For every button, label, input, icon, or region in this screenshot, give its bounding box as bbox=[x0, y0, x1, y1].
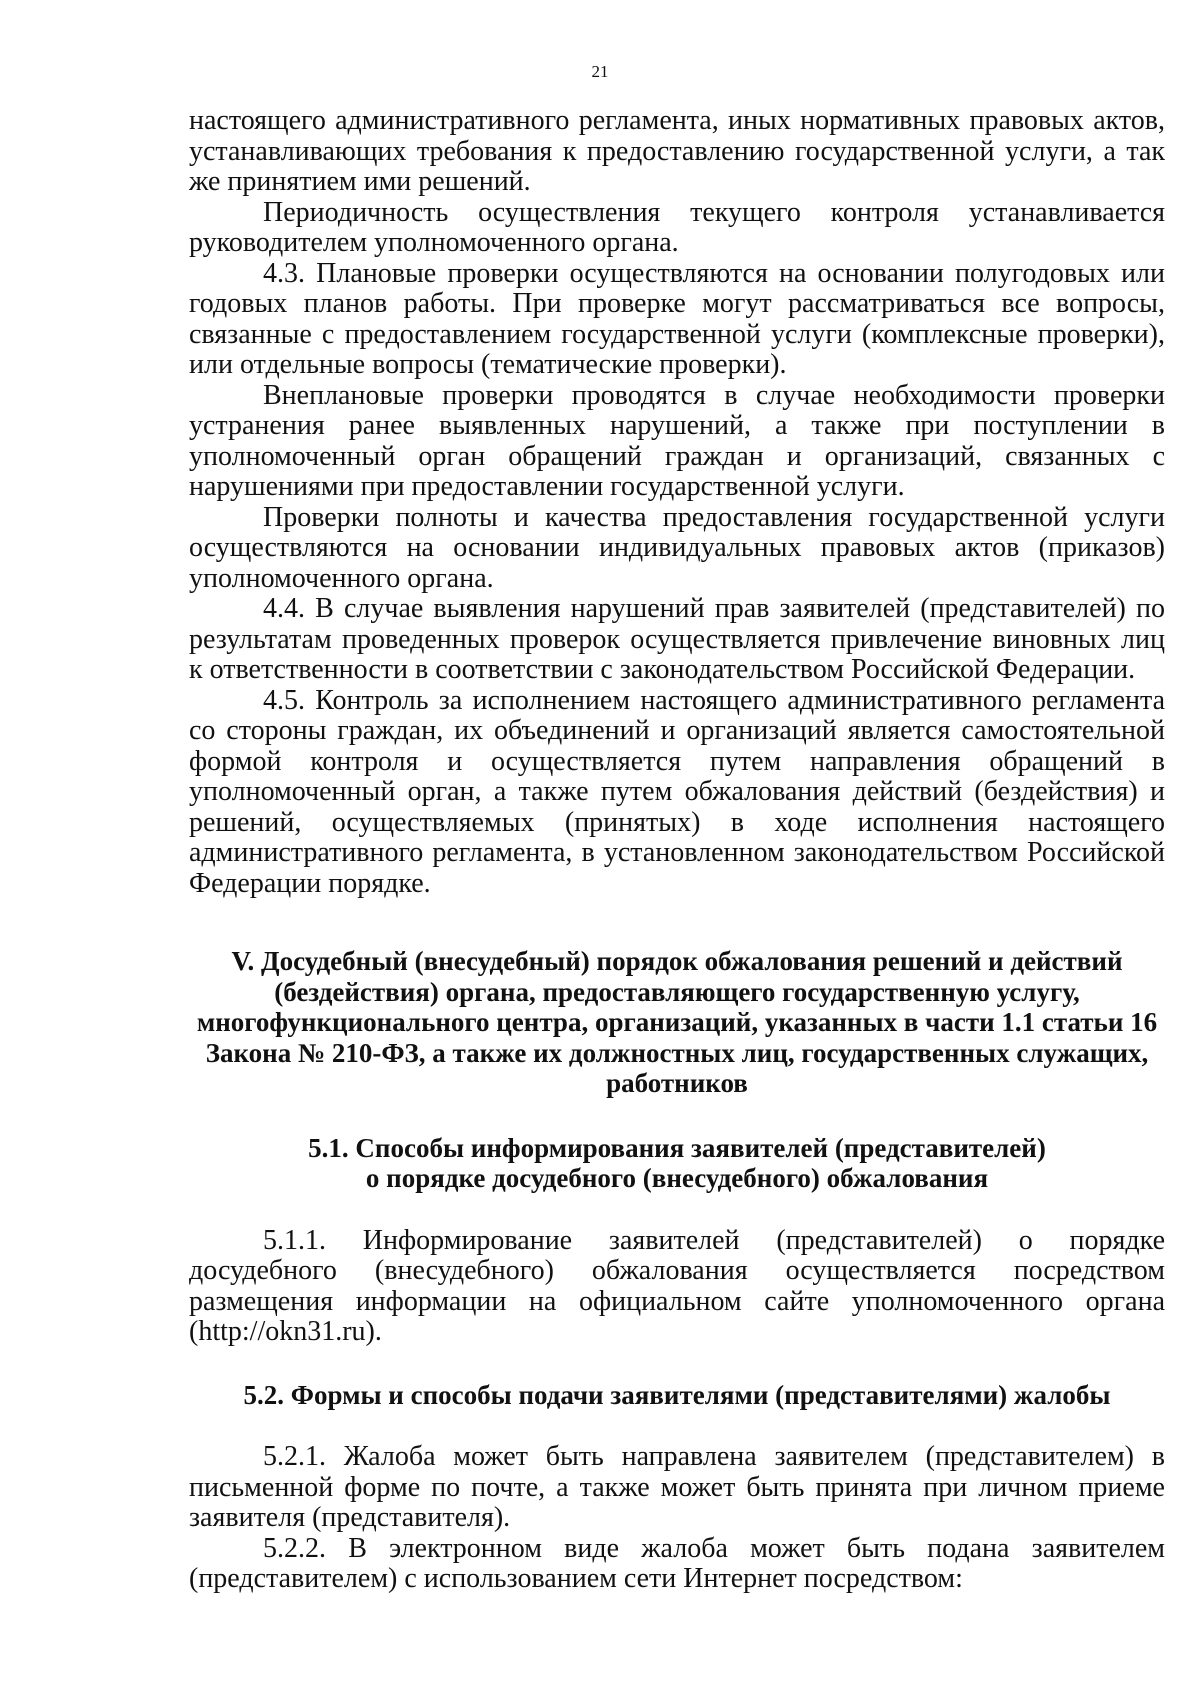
subsection-5-1-heading-line2: о порядке досудебного (внесудебного) обжалования bbox=[365, 1163, 989, 1193]
paragraph-continuation: настоящего административного регламента, иных нормативных правовых актов, устанавливающих требования к предоставлению государственной услуги, а так же принятием ими решений. bbox=[189, 105, 1165, 197]
subsection-5-1-heading bbox=[189, 1133, 1165, 1194]
paragraph-quality-checks: Проверки полноты и качества предоставления государственной услуги осуществляются на основании индивидуальных правовых актов (приказов) уполномоченного органа. bbox=[189, 501, 1165, 594]
paragraph-unscheduled-checks: Внеплановые проверки проводятся в случае необходимости проверки устранения ранее выявленных нарушений, а также при поступлении в уполномоченный орган обращений граждан и организаций, связанных с нарушениями при предоставлении государственной услуги. bbox=[189, 379, 1165, 502]
paragraph-4-3: 4.3. Плановые проверки осуществляются на основании полугодовых или годовых планов работы. При проверке могут рассматриваться все вопросы, связанные с предоставлением государственной услуги (комплексные проверки), или отдельные вопросы (тематические проверки). bbox=[189, 257, 1165, 380]
document-body bbox=[189, 106, 1165, 1595]
section-v-heading: V. Досудебный (внесудебный) порядок обжалования решений и действий (бездействия) органа, предоставляющего государственную услугу, многофункционального центра, организаций, указанных в части 1.1 статьи 16 Закона № 210-ФЗ, а также их должностных лиц, государственных служащих, работников bbox=[196, 946, 1158, 1098]
paragraph-5-1-1: 5.1.1. Информирование заявителей (представителей) о порядке досудебного (внесудебного) обжалования осуществляется посредством размещения информации на официальном сайте уполномоченного органа (http://okn31.ru). bbox=[189, 1224, 1165, 1347]
paragraph-5-2-2: 5.2.2. В электронном виде жалоба может быть подана заявителем (представителем) с использованием сети Интернет посредством: bbox=[189, 1532, 1165, 1594]
subsection-5-1-heading-line1: 5.1. Способы информирования заявителей (представителей) bbox=[308, 1132, 1046, 1163]
paragraph-4-4: 4.4. В случае выявления нарушений прав заявителей (представителей) по результатам проведенных проверок осуществляется привлечение виновных лиц к ответственности в соответствии с законодательством Российской Федерации. bbox=[189, 593, 1165, 685]
page-number: 21 bbox=[591, 62, 609, 81]
paragraph-5-2-1: 5.2.1. Жалоба может быть направлена заявителем (представителем) в письменной форме по почте, а также может быть принята при личном приеме заявителя (представителя). bbox=[189, 1441, 1165, 1533]
subsection-5-2-heading: 5.2. Формы и способы подачи заявителями (представителями) жалобы bbox=[243, 1379, 1111, 1410]
paragraph-control-periodicity: Периодичность осуществления текущего контроля устанавливается руководителем уполномоченного органа. bbox=[189, 196, 1165, 258]
paragraph-4-5: 4.5. Контроль за исполнением настоящего административного регламента со стороны граждан, их объединений и организаций является самостоятельной формой контроля и осуществляется путем направления обращений в уполномоченный орган, а также путем обжалования действий (бездействия) и решений, осуществляемых (принятых) в ходе исполнения настоящего административного регламента, в установленном законодательством Российской Федерации порядке. bbox=[189, 684, 1165, 899]
